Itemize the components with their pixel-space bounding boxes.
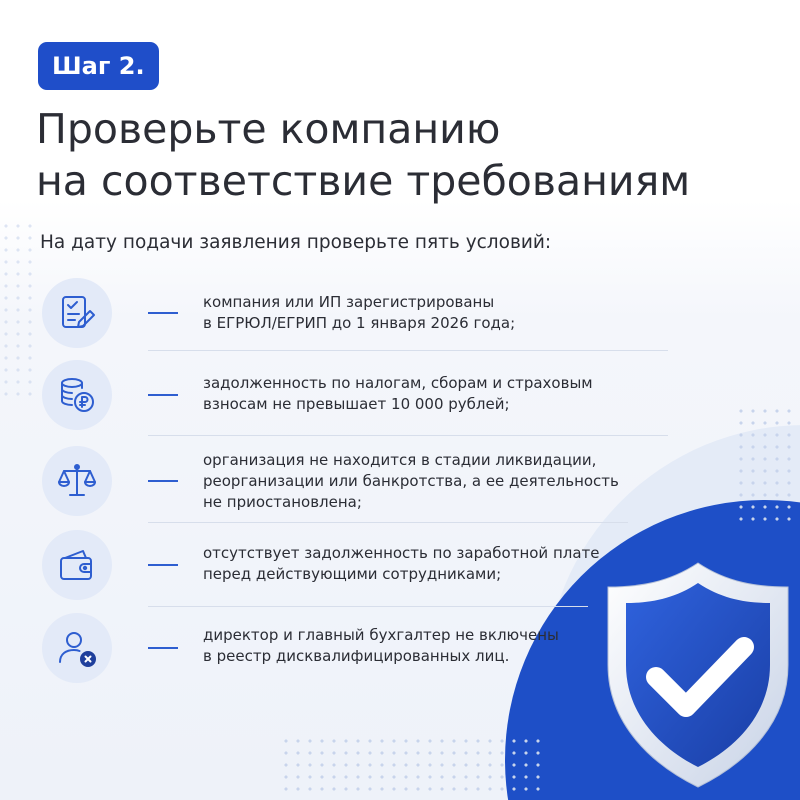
item-line: в ЕГРЮЛ/ЕГРИП до 1 января 2026 года; [203,314,516,332]
icon-badge [42,360,112,430]
item-line: компания или ИП зарегистрированы [203,293,495,311]
item-line: организация не находится в стадии ликвидации, [203,451,597,469]
dash [148,564,178,566]
user-cross-icon [57,628,97,668]
item-line: задолженность по налогам, сборам и страховым [203,374,593,392]
dash [148,312,178,314]
scales-icon [57,461,97,501]
dash [148,647,178,649]
item-text [203,543,643,585]
document-pen-icon [57,293,97,333]
item-line: в реестр дисквалифицированных лиц. [203,647,510,665]
step-badge: Шаг 2. [38,42,159,90]
item-line: отсутствует задолженность по заработной плате [203,544,600,562]
divider [148,606,588,607]
shield-check-icon [598,555,798,795]
item-line: директор и главный бухгалтер не включены [203,626,559,644]
divider [148,522,628,523]
item-text [203,373,643,415]
item-line: взносам не превышает 10 000 рублей; [203,395,510,413]
icon-badge [42,278,112,348]
item-text [203,292,643,334]
divider [148,350,668,351]
icon-badge [42,446,112,516]
icon-badge [42,613,112,683]
divider [148,435,668,436]
page-title [36,103,776,207]
dash [148,480,178,482]
item-text [203,450,643,513]
dots-decoration-right [735,405,795,525]
wallet-icon [57,545,97,585]
title-line-1: Проверьте компанию [36,105,501,153]
item-line: перед действующими сотрудниками; [203,565,502,583]
title-line-2: на соответствие требованиям [36,157,691,205]
dots-decoration-left [0,220,35,400]
item-text [203,625,643,667]
intro-text: На дату подачи заявления проверьте пять условий: [40,232,552,253]
item-line: реорганизации или банкротства, а ее деятельность [203,472,619,490]
dash [148,394,178,396]
icon-badge [42,530,112,600]
item-line: не приостановлена; [203,493,362,511]
coins-ruble-icon [57,375,97,415]
dots-decoration-bottom [280,735,540,795]
